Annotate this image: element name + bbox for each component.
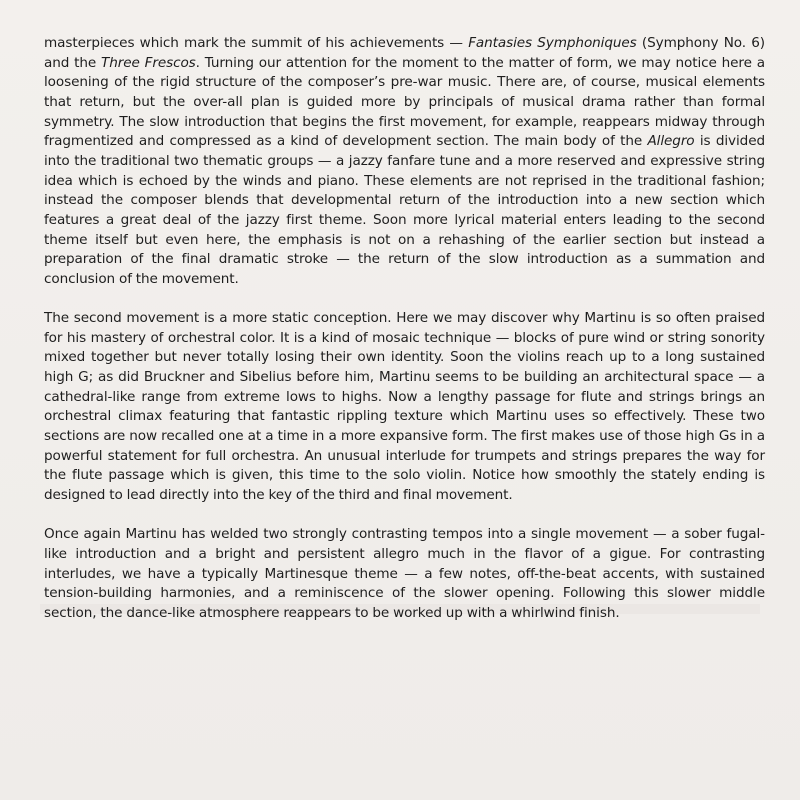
text-segment: is divided into the traditional two thematic groups — a jazzy fanfare tune and a more reserved and expressive string idea which is echoed by the winds and piano. These elements are not reprised in the traditional fashion; instead the composer blends that developmental return of the introduction into a new section which features a great deal of the jazzy first theme. Soon more lyrical material enters leading to the second theme itself but even here, the emphasis is not on a rehashing of the earlier section but instead a preparation of the final dramatic stroke — the return of the slow introduction as a summation and conclusion of the movement. [44, 133, 765, 287]
text-segment: Once again Martinu has welded two strongly contrasting tempos into a single movement — a sober fugal-like introduction and a bright and persistent allegro much in the flavor of a gigue. For contrasting interludes, we have a typically Martinesque theme — a few notes, off-the-beat accents, with sustained tension-building harmonies, and a reminiscence of the slower opening. Following this slower middle section, the dance-like atmosphere reappears to be worked up with a whirlwind finish. [44, 526, 765, 621]
paragraph-first-movement [44, 34, 765, 290]
paragraph-third-movement [44, 525, 765, 623]
text-segment: . Turning our attention for the moment to the matter of form, we may notice here a loosening of the rigid structure of the composer’s pre-war music. There are, of course, musical elements that return, but the over-all plan is guided more by principals of musical drama rather than formal symmetry. The slow introduction that begins the first movement, for example, reappears midway through fragmentized and compressed as a kind of development section. The main body of the [44, 54, 765, 150]
text-segment: masterpieces which mark the summit of his achievements — [44, 35, 469, 51]
title-three-frescos: Three Frescos [101, 54, 196, 71]
text-segment: (Symphony No. 6) and the [44, 35, 765, 71]
term-allegro: Allegro [647, 133, 695, 150]
text-segment: The second movement is a more static conception. Here we may discover why Martinu is so often praised for his mastery of orchestral color. It is a kind of mosaic technique — blocks of pure wind or string sonority mixed together but never totally losing their own identity. Soon the violins reach up to a long sustained high G; as did Bruckner and Sibelius before him, Martinu seems to be building an architectural space — a cathedral-like range from extreme lows to highs. Now a lengthy passage for flute and strings brings an orchestral climax featuring that fantastic rippling texture which Martinu uses so effectively. These two sections are now recalled one at a time in a more expansive form. The first makes use of those high Gs in a powerful statement for full orchestra. An unusual interlude for trumpets and strings prepares the way for the flute passage which is given, this time to the solo violin. Notice how smoothly the stately ending is designed to lead directly into the key of the third and final movement. [44, 310, 765, 504]
title-fantasies-symphoniques: Fantasies Symphoniques [468, 35, 637, 51]
liner-notes-text [44, 34, 765, 624]
paragraph-second-movement [44, 309, 765, 506]
